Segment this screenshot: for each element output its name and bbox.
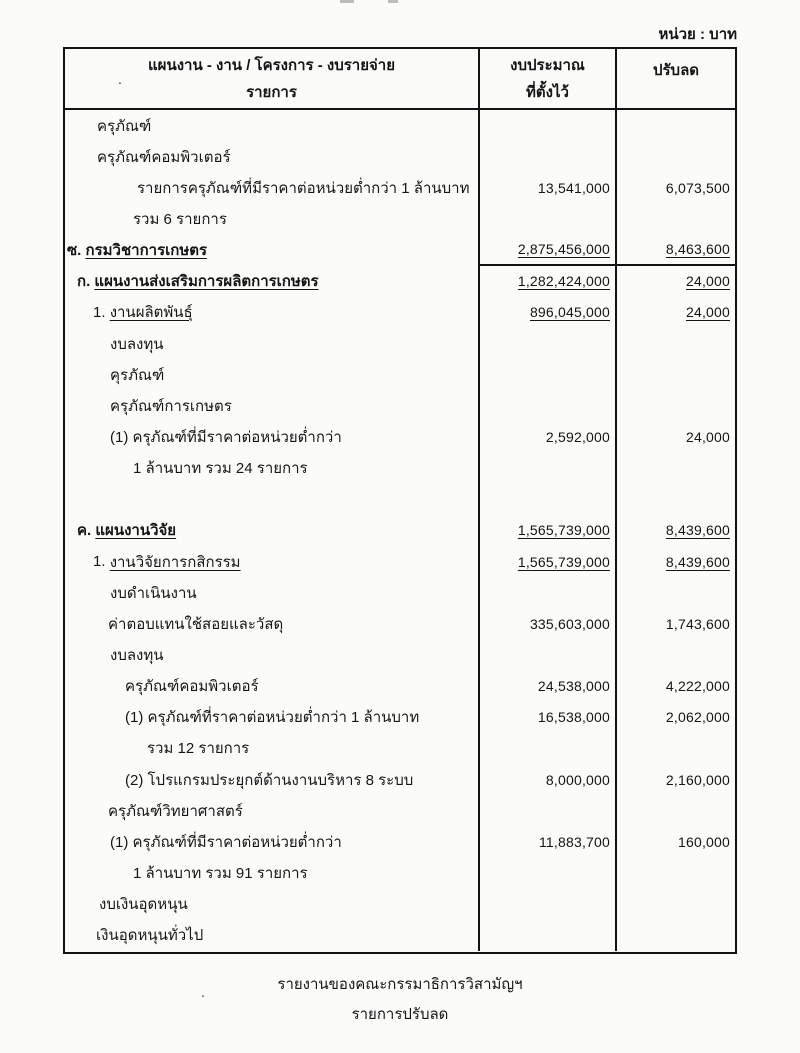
budget-cell <box>480 608 617 639</box>
reduce-cell <box>617 421 735 452</box>
budget-cell <box>480 172 617 203</box>
budget-cell <box>480 515 617 546</box>
budget-cell <box>480 359 617 390</box>
item-cell <box>65 639 480 670</box>
item-cell <box>65 702 480 733</box>
budget-amount: 13,541,000 <box>537 179 610 196</box>
item-label: งบดำเนินงาน <box>110 584 197 602</box>
reduce-amount: 6,073,500 <box>665 179 730 196</box>
table-row <box>65 795 735 826</box>
reduce-amount: 1,743,600 <box>665 615 730 632</box>
reduce-cell <box>617 857 735 888</box>
reduce-cell <box>617 920 735 951</box>
reduce-cell <box>617 889 735 920</box>
budget-cell <box>480 110 617 141</box>
item-prefix: ซ. <box>67 242 86 260</box>
reduce-cell <box>617 671 735 702</box>
budget-amount: 1,565,739,000 <box>517 553 610 570</box>
budget-cell <box>480 141 617 172</box>
item-prefix: ก. <box>77 273 95 291</box>
reduce-cell <box>617 110 735 141</box>
reduce-cell <box>617 203 735 234</box>
budget-cell <box>480 639 617 670</box>
budget-amount: 896,045,000 <box>529 304 610 321</box>
table-header <box>65 49 735 110</box>
item-label: งานผลิตพันธุ์ <box>109 304 193 322</box>
item-label: งบลงทุน <box>110 646 164 664</box>
reduce-amount: 8,439,600 <box>665 553 730 570</box>
unit-label: หน่วย : บาท <box>658 26 737 43</box>
item-cell <box>65 889 480 920</box>
item-label: (1) ครุภัณฑ์ที่มีราคาต่อหน่วยต่ำกว่า <box>110 833 342 851</box>
header-budget-column <box>480 49 617 108</box>
item-label: รวม 6 รายการ <box>133 210 227 228</box>
item-cell <box>65 484 480 515</box>
item-label: ครุภัณฑ์การเกษตร <box>110 397 232 415</box>
item-cell <box>65 857 480 888</box>
budget-cell <box>480 203 617 234</box>
reduce-amount: 8,439,600 <box>665 522 730 539</box>
reduce-cell <box>617 359 735 390</box>
budget-cell <box>480 889 617 920</box>
reduce-cell <box>617 141 735 172</box>
table-row <box>65 390 735 421</box>
table-row <box>65 421 735 452</box>
budget-cell <box>480 702 617 733</box>
table-row <box>65 702 735 733</box>
scan-artifact <box>340 0 354 3</box>
item-label: (2) โปรแกรมประยุกต์ด้านงานบริหาร 8 ระบบ <box>125 771 414 789</box>
budget-cell <box>480 390 617 421</box>
item-cell <box>65 608 480 639</box>
table-row <box>65 359 735 390</box>
item-label: ครุภัณฑ์คอมพิวเตอร์ <box>125 678 259 696</box>
table-row <box>65 826 735 857</box>
table-row <box>65 235 735 266</box>
table-row <box>65 110 735 141</box>
reduce-cell <box>617 733 735 764</box>
header-budget-line2: ที่ตั้งไว้ <box>526 84 569 102</box>
budget-cell <box>480 857 617 888</box>
budget-amount: 1,282,424,000 <box>517 273 610 290</box>
reduce-amount: 4,222,000 <box>665 678 730 695</box>
item-cell <box>65 297 480 328</box>
reduce-cell <box>617 297 735 328</box>
budget-cell <box>480 421 617 452</box>
budget-cell <box>480 484 617 515</box>
table-body <box>65 110 735 952</box>
item-cell <box>65 920 480 951</box>
reduce-cell <box>617 826 735 857</box>
reduce-cell <box>617 515 735 546</box>
table-row <box>65 857 735 888</box>
item-cell <box>65 390 480 421</box>
item-cell <box>65 359 480 390</box>
table-row <box>65 608 735 639</box>
budget-cell <box>480 671 617 702</box>
item-prefix: ค. <box>77 522 96 540</box>
reduce-cell <box>617 639 735 670</box>
table-row <box>65 764 735 795</box>
table-row <box>65 297 735 328</box>
table-row <box>65 920 735 951</box>
reduce-amount: 24,000 <box>685 304 730 321</box>
item-label: งบเงินอุดหนุน <box>99 896 188 914</box>
item-label: แผนงานส่งเสริมการผลิตการเกษตร <box>94 273 319 291</box>
stray-dot: . <box>201 984 205 1000</box>
table-row <box>65 546 735 577</box>
budget-cell <box>480 733 617 764</box>
budget-amount: 8,000,000 <box>545 771 610 788</box>
table-row <box>65 141 735 172</box>
reduce-cell <box>617 577 735 608</box>
budget-cell <box>480 235 617 266</box>
item-cell <box>65 546 480 577</box>
item-cell <box>65 421 480 452</box>
item-cell <box>65 141 480 172</box>
header-item-line2: รายการ <box>246 84 297 102</box>
item-cell <box>65 577 480 608</box>
item-label: ครุภัณฑ์วิทยาศาสตร์ <box>108 802 243 820</box>
budget-amount: 2,592,000 <box>545 428 610 445</box>
item-label: (1) ครุภัณฑ์ที่มีราคาต่อหน่วยต่ำกว่า <box>110 428 342 446</box>
table-row <box>65 889 735 920</box>
item-label: ครุภัณฑ์ <box>97 117 152 135</box>
table-row <box>65 733 735 764</box>
item-label: งบลงทุน <box>110 335 164 353</box>
item-cell <box>65 515 480 546</box>
reduce-cell <box>617 484 735 515</box>
header-item-line1: แผนงาน - งาน / โครงการ - งบรายจ่าย <box>147 56 396 74</box>
budget-cell <box>480 920 617 951</box>
header-budget-line1: งบประมาณ <box>510 56 585 74</box>
budget-cell <box>480 577 617 608</box>
item-label: (1) ครุภัณฑ์ที่ราคาต่อหน่วยต่ำกว่า 1 ล้านบาท <box>125 709 420 727</box>
budget-amount: 1,565,739,000 <box>517 522 610 539</box>
item-cell <box>65 203 480 234</box>
budget-amount: 335,603,000 <box>529 615 610 632</box>
item-cell <box>65 764 480 795</box>
item-cell <box>65 110 480 141</box>
item-label: กรมวิชาการเกษตร <box>85 242 208 260</box>
reduce-cell <box>617 328 735 359</box>
budget-amount: 24,538,000 <box>537 678 610 695</box>
scan-artifact <box>388 0 398 3</box>
table-row <box>65 577 735 608</box>
reduce-amount: 2,062,000 <box>665 709 730 726</box>
budget-cell <box>480 826 617 857</box>
reduce-cell <box>617 235 735 266</box>
budget-table <box>63 47 737 954</box>
stray-dot: . <box>118 71 122 87</box>
reduce-cell <box>617 266 735 297</box>
reduce-cell <box>617 608 735 639</box>
item-label: แผนงานวิจัย <box>95 522 177 540</box>
footer-report-subtitle: รายการปรับลด <box>351 1006 449 1023</box>
budget-cell <box>480 453 617 484</box>
budget-cell <box>480 795 617 826</box>
budget-cell <box>480 266 617 297</box>
item-label: เงินอุดหนุนทั่วไป <box>96 927 204 945</box>
item-cell <box>65 671 480 702</box>
item-label: คุรภัณฑ์ <box>110 366 165 384</box>
reduce-cell <box>617 390 735 421</box>
item-label: รวม 12 รายการ <box>147 740 250 758</box>
reduce-amount: 24,000 <box>685 273 730 290</box>
reduce-amount: 24,000 <box>685 428 730 445</box>
budget-cell <box>480 328 617 359</box>
item-cell <box>65 266 480 297</box>
reduce-cell <box>617 702 735 733</box>
item-cell <box>65 172 480 203</box>
item-label: งานวิจัยการกสิกรรม <box>109 553 241 571</box>
budget-cell <box>480 546 617 577</box>
item-cell <box>65 453 480 484</box>
table-row <box>65 172 735 203</box>
table-row <box>65 203 735 234</box>
table-row <box>65 515 735 546</box>
reduce-cell <box>617 764 735 795</box>
header-reduce-label: ปรับลด <box>652 62 700 79</box>
item-label: 1 ล้านบาท รวม 91 รายการ <box>133 864 308 882</box>
reduce-amount: 8,463,600 <box>665 241 730 258</box>
header-reduce-column <box>617 49 735 108</box>
item-label: ครุภัณฑ์คอมพิวเตอร์ <box>97 148 231 166</box>
header-item-column <box>65 49 480 108</box>
reduce-amount: 160,000 <box>677 833 730 850</box>
reduce-cell <box>617 172 735 203</box>
item-cell <box>65 826 480 857</box>
budget-cell <box>480 297 617 328</box>
table-row <box>65 484 735 515</box>
table-row <box>65 639 735 670</box>
table-row <box>65 453 735 484</box>
reduce-cell <box>617 795 735 826</box>
table-row <box>65 671 735 702</box>
budget-amount: 2,875,456,000 <box>517 241 610 258</box>
item-cell <box>65 328 480 359</box>
reduce-amount: 2,160,000 <box>665 771 730 788</box>
page-footer <box>63 970 737 1030</box>
item-cell <box>65 235 480 266</box>
footer-report-title: รายงานของคณะกรรมาธิการวิสามัญฯ <box>277 976 523 993</box>
item-prefix: 1. <box>93 553 110 571</box>
item-cell <box>65 795 480 826</box>
item-label: 1 ล้านบาท รวม 24 รายการ <box>133 460 308 478</box>
item-label: รายการครุภัณฑ์ที่มีราคาต่อหน่วยต่ำกว่า 1 ล้านบาท <box>137 179 470 197</box>
reduce-cell <box>617 453 735 484</box>
reduce-cell <box>617 546 735 577</box>
item-prefix: 1. <box>93 303 110 321</box>
budget-amount: 16,538,000 <box>537 709 610 726</box>
table-row <box>65 328 735 359</box>
table-row <box>65 266 735 297</box>
budget-amount: 11,883,700 <box>538 833 610 850</box>
item-cell <box>65 733 480 764</box>
item-label: ค่าตอบแทนใช้สอยและวัสดุ <box>108 615 284 633</box>
budget-cell <box>480 764 617 795</box>
